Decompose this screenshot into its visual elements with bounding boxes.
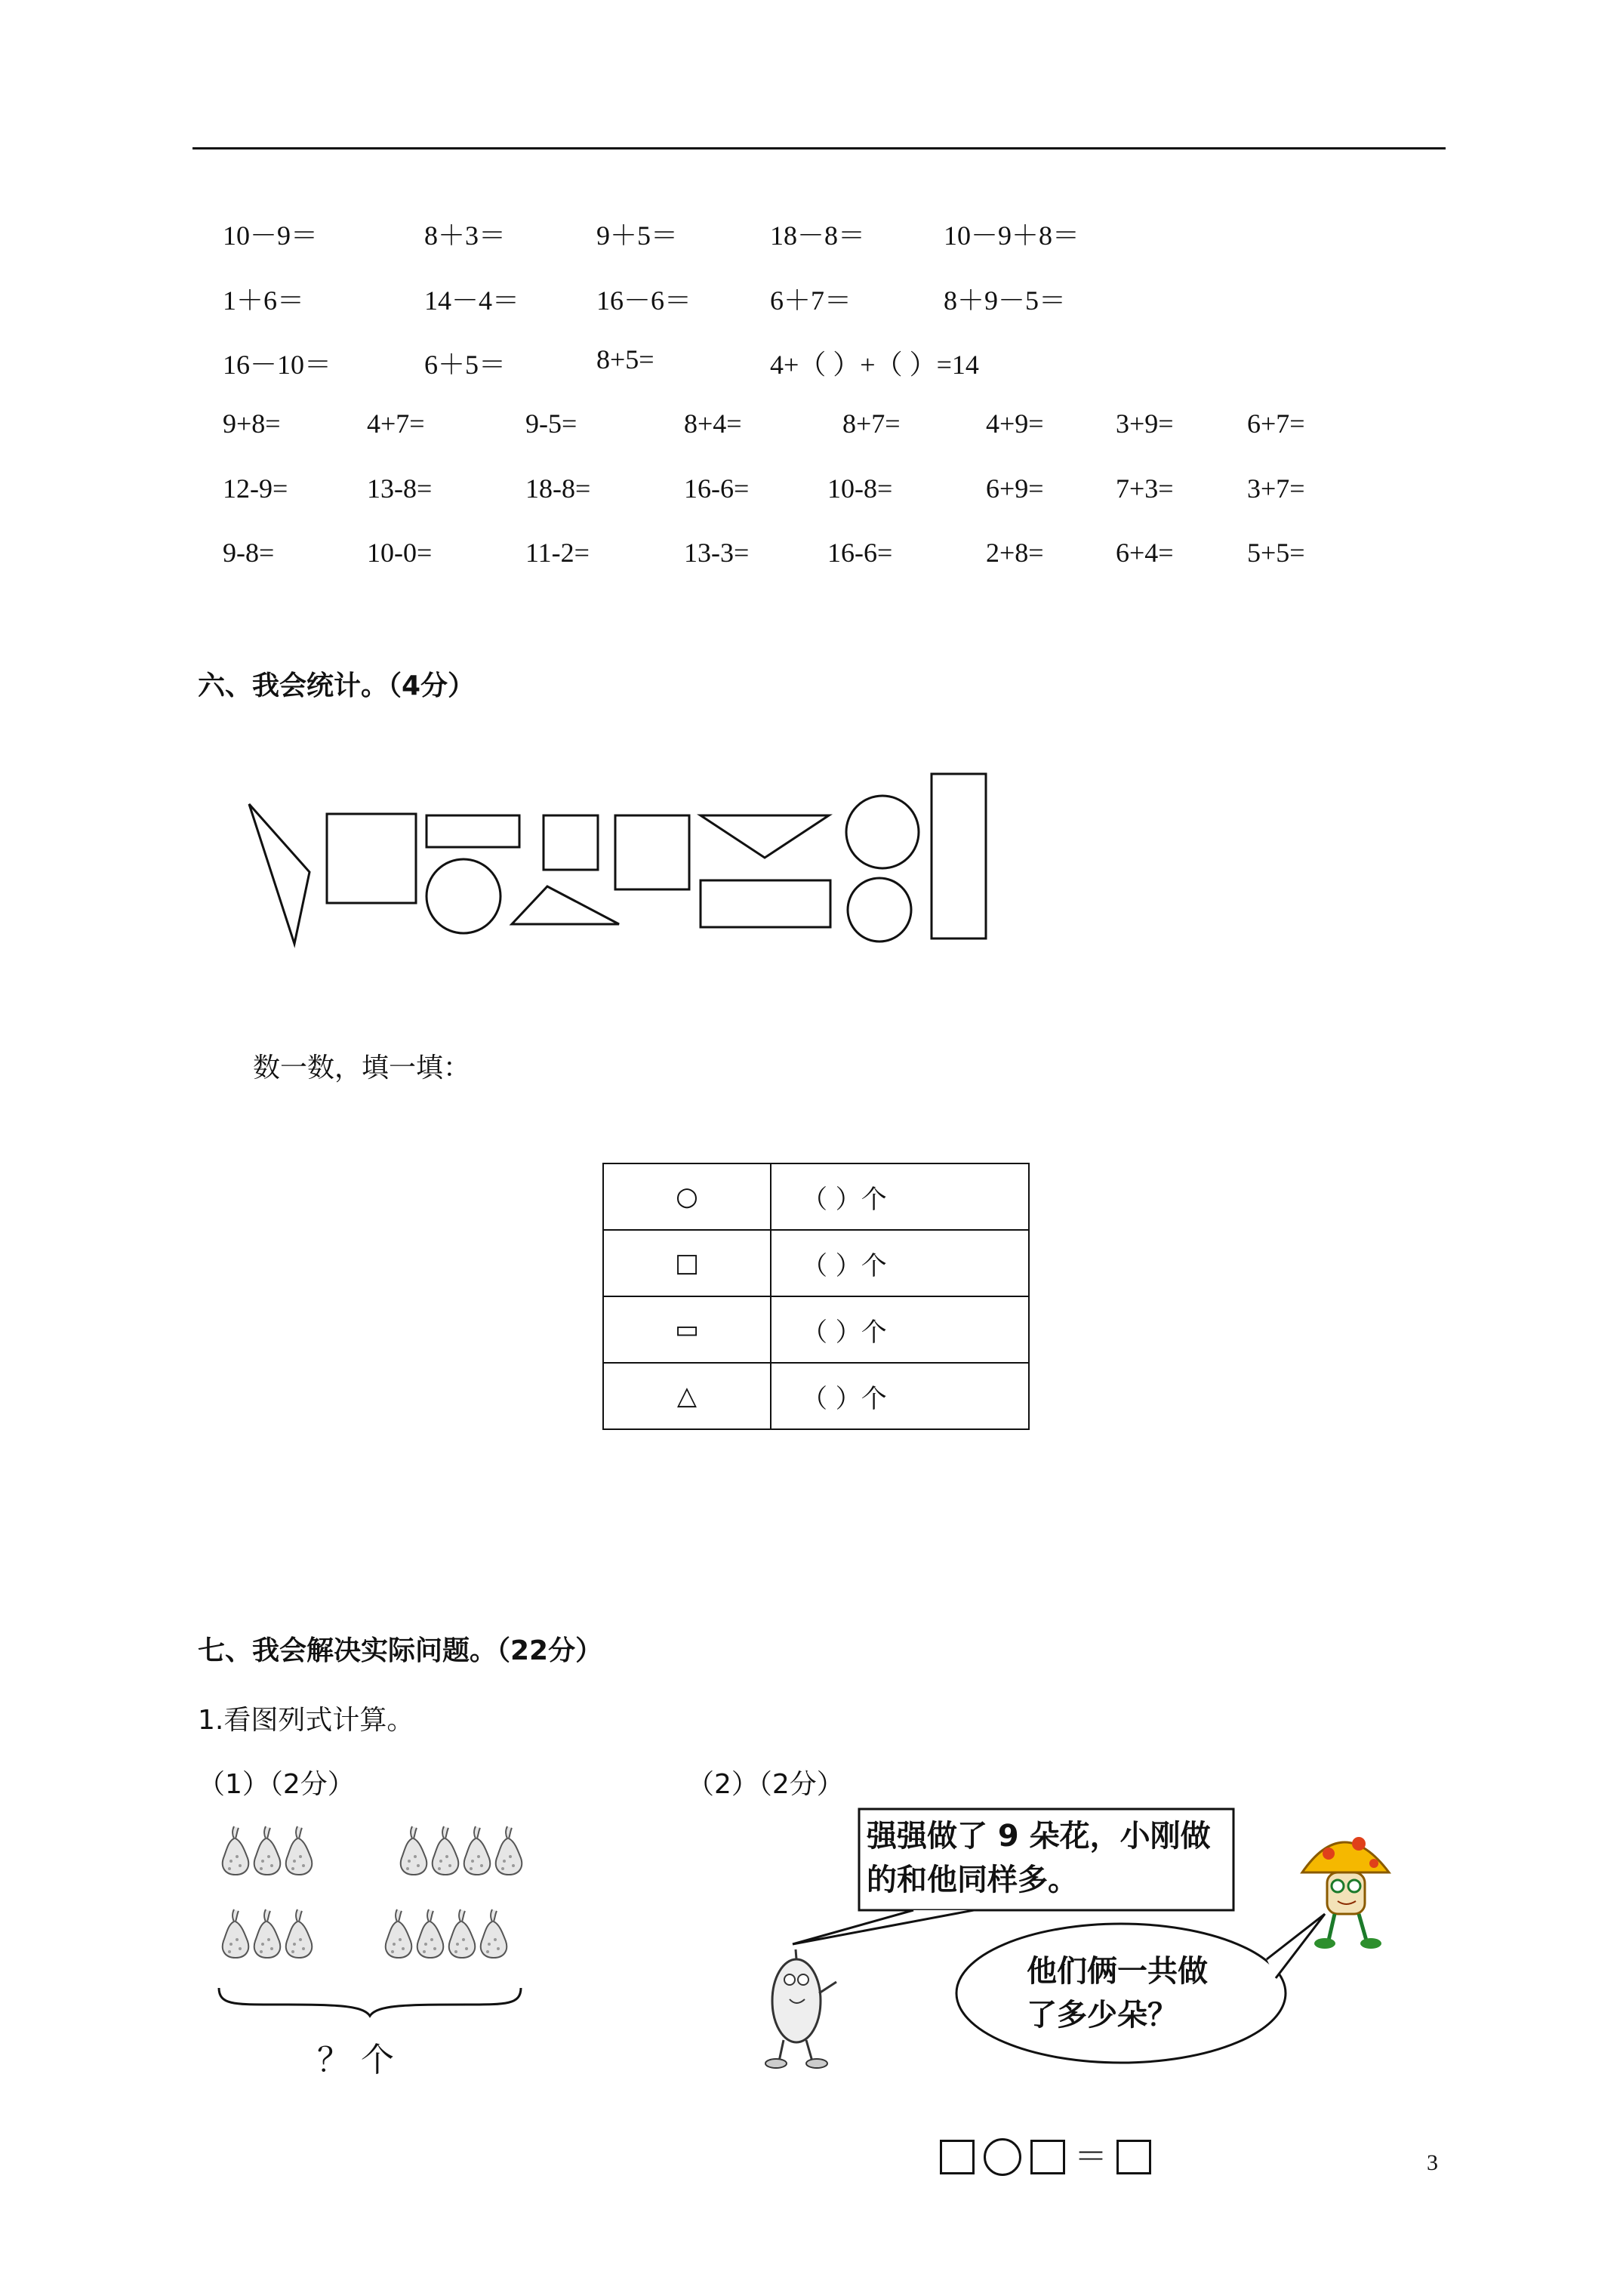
answer-box[interactable] [940,2140,975,2174]
rectangle-icon: ▭ [603,1296,771,1363]
equation: 8＋3＝ [424,220,507,251]
equation: 9-8= [223,538,275,568]
top-rule [192,147,1446,149]
equation: 9＋5＝ [596,220,679,251]
count-table [602,1163,1030,1430]
table-row [603,1363,1029,1429]
answer-cell[interactable]: （ ）个 [771,1230,1029,1296]
part-label: （2）（2分） [687,1769,844,1800]
pear-group-bottom-left [223,1909,312,1958]
speech-pointer [793,1910,974,1944]
equation: 9-5= [525,408,577,439]
equation: 16－10＝ [223,350,332,380]
equation: 8+7= [842,408,901,439]
speech-line: 强强做了 9 朵花，小刚做 [867,1819,1211,1854]
equation: 6+7= [1247,408,1305,439]
equation: 9+8= [223,408,281,439]
square-icon: □ [603,1230,771,1296]
equation: 18－8＝ [770,220,866,251]
equation: 16－6＝ [596,285,692,316]
answer-cell[interactable]: （ ）个 [771,1296,1029,1363]
equation: 16-6= [684,473,750,504]
operator-circle[interactable] [984,2138,1021,2176]
equation: 13-3= [684,538,750,568]
equation: 13-8= [367,473,433,504]
equation: 6＋7＝ [770,285,852,316]
equation: 4+7= [367,408,425,439]
part-label: （1）（2分） [198,1769,355,1800]
pear-group-top-left [223,1826,312,1875]
answer-cell[interactable]: （ ）个 [771,1363,1029,1429]
equation: 10－9＝ [223,220,319,251]
answer-box[interactable] [1030,2140,1065,2174]
circle-shape [427,859,500,933]
equation: 8＋9－5＝ [944,285,1067,316]
equation: 1＋6＝ [223,285,305,316]
equals-sign: ＝ [1074,2137,1107,2176]
equation: 5+5= [1247,538,1305,568]
equation: 7+3= [1116,473,1174,504]
triangle-shape [249,804,310,944]
equation: 14－4＝ [424,285,520,316]
section-title: 七、我会解决实际问题。（22分） [198,1635,603,1666]
circle-shape [848,878,911,942]
table-row [603,1230,1029,1296]
square-shape [544,815,598,870]
equation: 10-0= [367,538,433,568]
square-shape [327,814,416,903]
rectangle-shape [932,774,986,938]
equation: 18-8= [525,473,591,504]
speech-line: 他们俩一共做 [1027,1954,1208,1989]
equation: 4+（ ）+（ ）=14 [770,350,979,380]
circle-shape [846,796,919,868]
shapes-figure [242,763,1012,966]
equation: 6+4= [1116,538,1174,568]
equation: 6＋5＝ [424,350,507,380]
equation: 6+9= [986,473,1044,504]
table-row [603,1163,1029,1230]
rectangle-shape [701,880,830,927]
answer-formula [940,2138,1151,2176]
speech-line: 了多少朵？ [1027,1998,1178,2032]
pears-illustration [211,1816,544,2020]
equation: 16-6= [827,538,893,568]
character-right-icon [1302,1837,1389,1949]
speech-oval-text [1027,1949,1208,2037]
triangle-icon: △ [603,1363,771,1429]
brace [219,1988,521,2016]
triangle-shape [701,815,829,858]
character-left-icon [765,1949,836,2068]
equation: 11-2= [525,538,590,568]
pear-group-bottom-right [386,1909,507,1958]
answer-cell[interactable]: （ ）个 [771,1163,1029,1230]
equation: 8+5= [596,344,654,374]
square-shape [615,815,689,889]
equation: 10-8= [827,473,893,504]
subsection-title: 1.看图列式计算。 [198,1705,414,1736]
section-title: 六、我会统计。（4分） [198,670,476,701]
equation: 2+8= [986,538,1044,568]
triangle-shape [512,886,619,924]
page-number: 3 [1427,2150,1438,2175]
speech-box-text [867,1814,1211,1902]
instruction: 数一数，填一填： [253,1052,471,1083]
equation: 4+9= [986,408,1044,439]
equation: 3+7= [1247,473,1305,504]
equation: 8+4= [684,408,742,439]
rectangle-shape [427,815,519,847]
equation: 12-9= [223,473,288,504]
equation: 3+9= [1116,408,1174,439]
table-row [603,1296,1029,1363]
question-label: ？ 个 [317,2041,394,2079]
answer-box[interactable] [1116,2140,1151,2174]
equation: 10－9＋8＝ [944,220,1080,251]
pear-group-top-right [401,1826,522,1875]
speech-line: 的和他同样多。 [867,1863,1078,1897]
circle-icon: ○ [603,1163,771,1230]
